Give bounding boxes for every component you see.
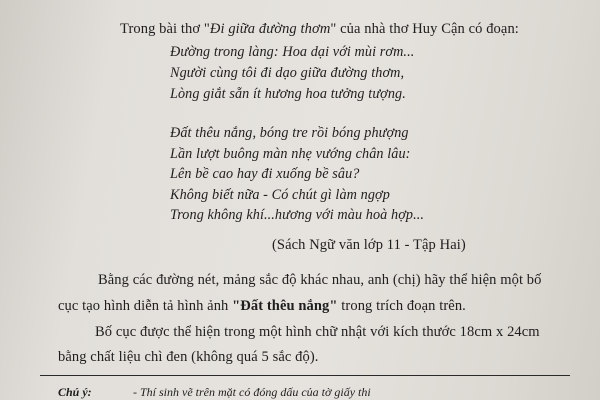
poem-line: Trong không khí...hương với màu hoà hợp... — [170, 207, 425, 223]
poem-line: Lên bề cao hay đi xuống bề sâu? — [170, 166, 360, 182]
divider-line — [40, 375, 570, 376]
poem-line: Không biết nữa - Có chút gì làm ngợp — [170, 187, 390, 203]
note-label: Chú ý: — [58, 385, 92, 399]
highlight-phrase: "Đất thêu nắng" — [232, 298, 338, 314]
task-line: Bố cục được thể hiện trong một hình chữ nhật với kích thước 18cm x 24cm — [95, 324, 540, 340]
poem-title: Đi giữa đường thơm — [209, 21, 331, 37]
poem-line: Người cùng tôi đi dạo giữa đường thơm, — [170, 65, 405, 81]
poem-line: Đường trong làng: Hoa dại với mùi rơm... — [170, 44, 415, 60]
task-line: bằng chất liệu chì đen (không quá 5 sắc độ). — [58, 349, 319, 365]
intro-prefix: Trong bài thơ " — [120, 21, 210, 37]
source-citation: (Sách Ngữ văn lớp 11 - Tập Hai) — [272, 237, 466, 253]
task-line — [58, 297, 466, 315]
intro-suffix: " của nhà thơ Huy Cận có đoạn: — [330, 21, 519, 37]
intro-line — [120, 20, 519, 38]
poem-line: Lần lượt buông màn nhẹ vướng chân lâu: — [170, 146, 411, 162]
task-line: Bằng các đường nét, mảng sắc độ khác nhau, anh (chị) hãy thể hiện một bố — [98, 272, 542, 288]
note-text: - Thí sinh vẽ trên mặt có đóng dấu của tờ giấy thi — [133, 385, 371, 399]
poem-line: Lòng giắt sẵn ít hương hoa tưởng tượng. — [170, 86, 406, 102]
task-text: trong trích đoạn trên. — [337, 298, 466, 314]
task-text: cục tạo hình diễn tả hình ảnh — [58, 298, 233, 314]
poem-line: Đất thêu nắng, bóng tre rồi bóng phượng — [170, 125, 409, 141]
